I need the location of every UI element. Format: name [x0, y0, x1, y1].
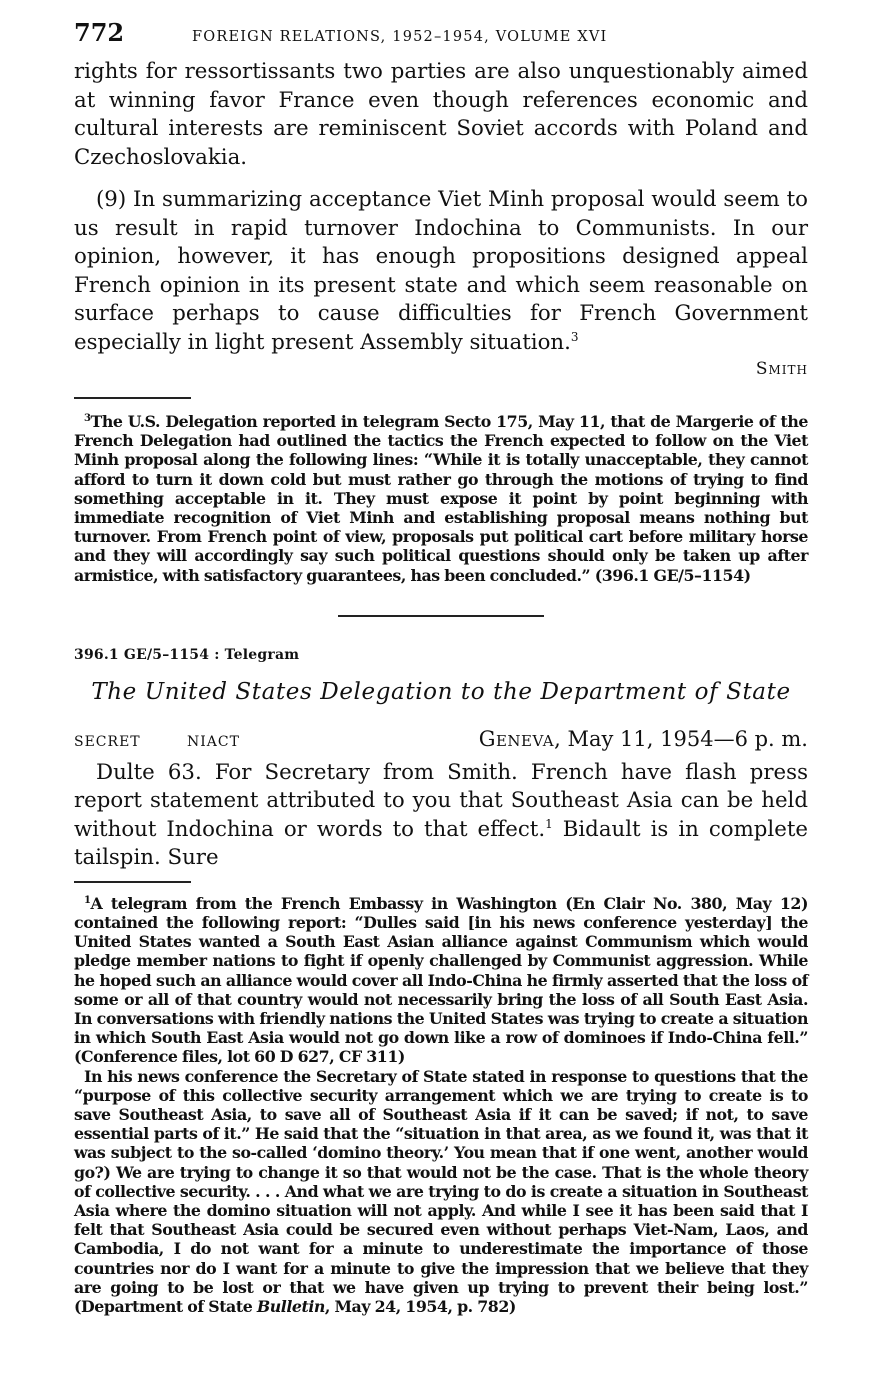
- footnote-1-para2: In his news conference the Secretary of State stated in response to questions that the “purpose of this collective security arrangement which we are trying to create is to save Southeast Asia, to save all of Southeast Asia if it can be saved; if not, to save essential parts of it.” He said that the “situation in that area, as we found it, was that it was subject to the so-called ‘domino theory.’ You mean that if one went, another would go?) We are trying to change it so that would not be the case. That is the whole theory of collective security. . . . And what we are trying to do is create a situation in Southeast Asia where the domino situation will not apply. And while I see it has been said that I felt that Southeast Asia could be secured even without perhaps Viet-Nam, Laos, and Cambodia, I do not want for a minute to underestimate the importance of those countries nor do I want for a minute to give the impression that we believe that they are going to be lost or that we have given up trying to prevent their being lost.” (Department of State: [74, 1066, 808, 1317]
- dateline: [74, 727, 808, 759]
- date: , May 11, 1954—6 p. m.: [554, 726, 808, 751]
- footnote-3: [74, 409, 808, 585]
- page-header: [74, 18, 808, 58]
- place: Geneva: [478, 726, 555, 751]
- document-id: 396.1 GE/5–1154 : Telegram: [74, 646, 300, 663]
- footnote-3-marker: 3: [84, 413, 91, 424]
- body-paragraph-9: [74, 186, 808, 357]
- footnote-1-continued: [74, 1067, 808, 1317]
- footnote-1-marker: 1: [84, 894, 91, 906]
- footnote-ref-3: 3: [570, 329, 579, 344]
- place-date: [479, 727, 808, 751]
- footnote-1: [74, 891, 808, 1067]
- body-paragraph-continued: rights for ressortissants two parties are also unquestionably aimed at winning favor France even though references economic and cultural interests are reminiscent Soviet accords with Poland and Czechoslovakia.: [74, 59, 808, 170]
- footnote-1-para1: A telegram from the French Embassy in Washington (En Clair No. 380, May 12) contained the following report: “Dulles said [in his news conference yesterday] the United States wanted a South East Asian alliance against Communism which would pledge member nations to fight if openly challenged by Communist aggression. While he hoped such an alliance would cover all Indo-China he firmly asserted that the loss of some or all of that country would not necessarily bring the loss of all South East Asia. In conversations with friendly nations the United States was trying to create a situation in which South East Asia would not go down like a row of dominoes if Indo-China fell.” (Conference files, lot 60 D 627, CF 311): [74, 893, 808, 1067]
- footnote-3-text: The U.S. Delegation reported in telegram Secto 175, May 11, that de Margerie of the French Delegation had outlined the tactics the French expected to follow on the Viet Minh proposal along the following lines: “While it is totally unacceptable, they cannot afford to turn it down cold but must rather go through the motions of trying to find something acceptable in it. They must expose it point by point beginning with immediate recognition of Viet Minh and establishing proposal means nothing but turnover. From French point of view, proposals put political cart before military horse and they will accordingly say such political questions should only be taken up after armistice, with satisfactory guarantees, has been concluded.” (396.1 GE/5–1154): [74, 412, 808, 585]
- classification: SECRET: [74, 733, 141, 750]
- telegram-text-tail: Bidault is in complete tailspin. Sure: [74, 816, 808, 871]
- footnote-rule: [74, 397, 191, 399]
- document-page: [74, 18, 808, 1316]
- page-number: 772: [74, 18, 125, 47]
- document-separator: [338, 615, 544, 617]
- bulletin-title: Bulletin: [256, 1297, 325, 1317]
- precedence: NIACT: [187, 733, 240, 750]
- footnote-ref-1: 1: [545, 816, 553, 831]
- footnote-rule-2: [74, 881, 191, 883]
- document-title: The United States Delegation to the Department of State: [91, 678, 791, 705]
- footnote-1-para2-end: , May 24, 1954, p. 782): [324, 1297, 516, 1317]
- telegram-text-main: Dulte 63. For Secretary from Smith. French have flash press report statement attributed to you that Southeast Asia can be held without Indochina or words to that effect.: [74, 759, 808, 842]
- paragraph-9-text: (9) In summarizing acceptance Viet Minh proposal would seem to us result in rapid turnover Indochina to Communists. In our opinion, however, it has enough propositions designed appeal French opinion in its present state and which seem reasonable on surface perhaps to cause difficulties for French Government especially in light present Assembly situation.: [74, 187, 808, 355]
- signature: Smith: [755, 359, 808, 379]
- running-head: FOREIGN RELATIONS, 1952–1954, VOLUME XVI: [192, 29, 608, 45]
- telegram-text: [74, 759, 808, 873]
